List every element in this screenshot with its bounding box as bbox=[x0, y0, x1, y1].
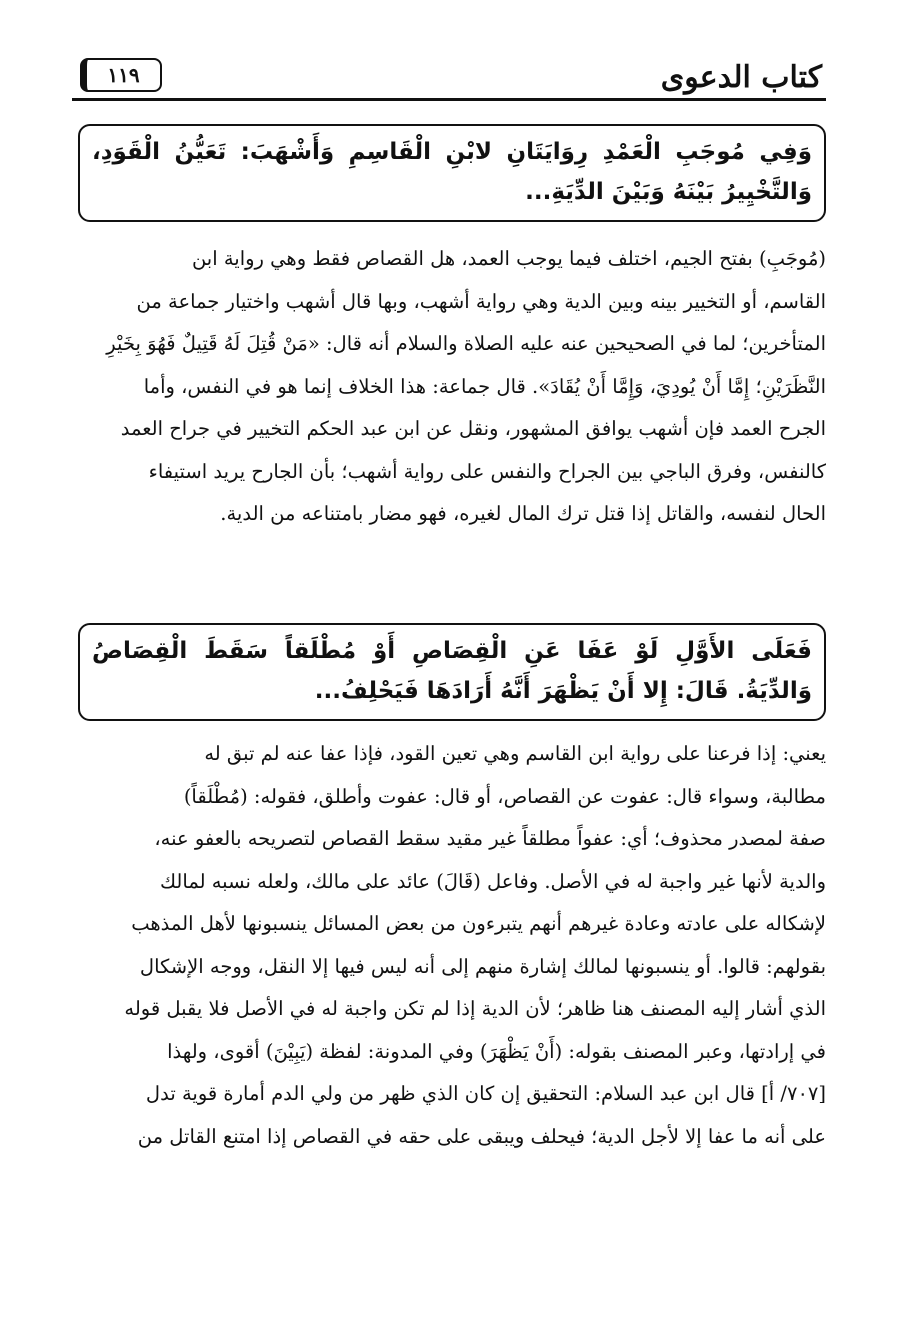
text-line: الحال لنفسه، والقاتل إذا قتل ترك المال لغيره، فهو مضار بامتناعه من الدية. bbox=[220, 502, 826, 525]
text-line: (مُوجَبِ) بفتح الجيم، اختلف فيما يوجب العمد، هل القصاص فقط وهي رواية ابن bbox=[191, 247, 826, 270]
text-line: مطالبة، وسواء قال: عفوت عن القصاص، أو قال: عفوت وأطلق، فقوله: (مُطْلَقاً) bbox=[183, 784, 826, 808]
page-header bbox=[72, 56, 826, 102]
text-line: الجرح العمد فإن أشهب يوافق المشهور، ونقل عن ابن عبد الحكم التخيير في جراح العمد bbox=[120, 417, 826, 440]
matn-text-box-1: وَفِي مُوجَبِ الْعَمْدِ رِوَايَتَانِ لابْنِ الْقَاسِمِ وَأَشْهَبَ: تَعَيُّنُ الْقَوَدِ، وَالتَّخْيِيرُ بَيْنَهُ وَبَيْنَ الدِّيَةِ... bbox=[78, 124, 826, 222]
text-line: المتأخرين؛ لما في الصحيحين عنه عليه الصلاة والسلام أنه قال: «مَنْ قُتِلَ لَهُ قَتِيلٌ فَهُوَ بِخَيْرِ bbox=[106, 332, 826, 355]
text-line: النَّظَرَيْنِ؛ إِمَّا أَنْ يُودِيَ، وَإِمَّا أَنْ يُقَادَ». قال جماعة: هذا الخلاف إنما هو في النفس، وأما bbox=[143, 374, 826, 398]
header-divider bbox=[72, 98, 826, 101]
text-line: يعني: إذا فرعنا على رواية ابن القاسم وهي تعين القود، فإذا عفا عنه لم تبق له bbox=[204, 742, 826, 765]
matn-text-box-2: فَعَلَى الأَوَّلِ لَوْ عَفَا عَنِ الْقِصَاصِ أَوْ مُطْلَقاً سَقَطَ الْقِصَاصُ وَالدِّيَةُ. قَالَ: إِلا أَنْ يَظْهَرَ أَنَّهُ أَرَادَهَا فَيَحْلِفُ... bbox=[78, 623, 826, 721]
text-line: القاسم، أو التخيير بينه وبين الدية وهي رواية أشهب، وبها قال أشهب واختيار جماعة من bbox=[136, 289, 826, 313]
text-line: والدية لأنها غير واجبة له في الأصل. وفاعل (قَالَ) عائد على مالك، ولعله نسبه لمالك bbox=[160, 869, 826, 893]
text-line: [٧٠٧/ أ] قال ابن عبد السلام: التحقيق إن كان الذي ظهر من ولي الدم أمارة قوية تدل bbox=[145, 1082, 826, 1105]
text-line: كالنفس، وفرق الباجي بين الجراح والنفس على رواية أشهب؛ بأن الجارح يريد استيفاء bbox=[148, 459, 826, 483]
text-line: في إرادتها، وعبر المصنف بقوله: (أَنْ يَظْهَرَ) وفي المدونة: لفظة (يَبِيْنَ) أقوى، ولهذا bbox=[167, 1039, 826, 1063]
text-line: بقولهم: قالوا. أو ينسبونها لمالك إشارة منهم إلى أنه ليس فيها إلا النقل، ووجه الإشكال bbox=[139, 954, 826, 978]
text-line: صفة لمصدر محذوف؛ أي: عفواً مطلقاً غير مقيد سقط القصاص لتصريحه بالعفو عنه، bbox=[154, 827, 826, 850]
commentary-paragraph-2 bbox=[78, 733, 826, 1273]
chapter-title: كتاب الدعوى bbox=[660, 60, 822, 95]
text-line: على أنه ما عفا إلا لأجل الدية؛ فيحلف ويبقى على حقه في القصاص إذا امتنع القاتل من bbox=[137, 1124, 826, 1148]
commentary-paragraph-1 bbox=[78, 238, 826, 608]
text-line: الذي أشار إليه المصنف هنا ظاهر؛ لأن الدية إذا لم تكن واجبة له في الأصل فلا يقبل قوله bbox=[124, 997, 826, 1020]
text-line: لإشكاله على عادته وعادة غيرهم أنهم يتبرءون من بعض المسائل ينسبونها لأهل المذهب bbox=[131, 912, 826, 935]
page-number: ١١٩ bbox=[80, 58, 162, 92]
